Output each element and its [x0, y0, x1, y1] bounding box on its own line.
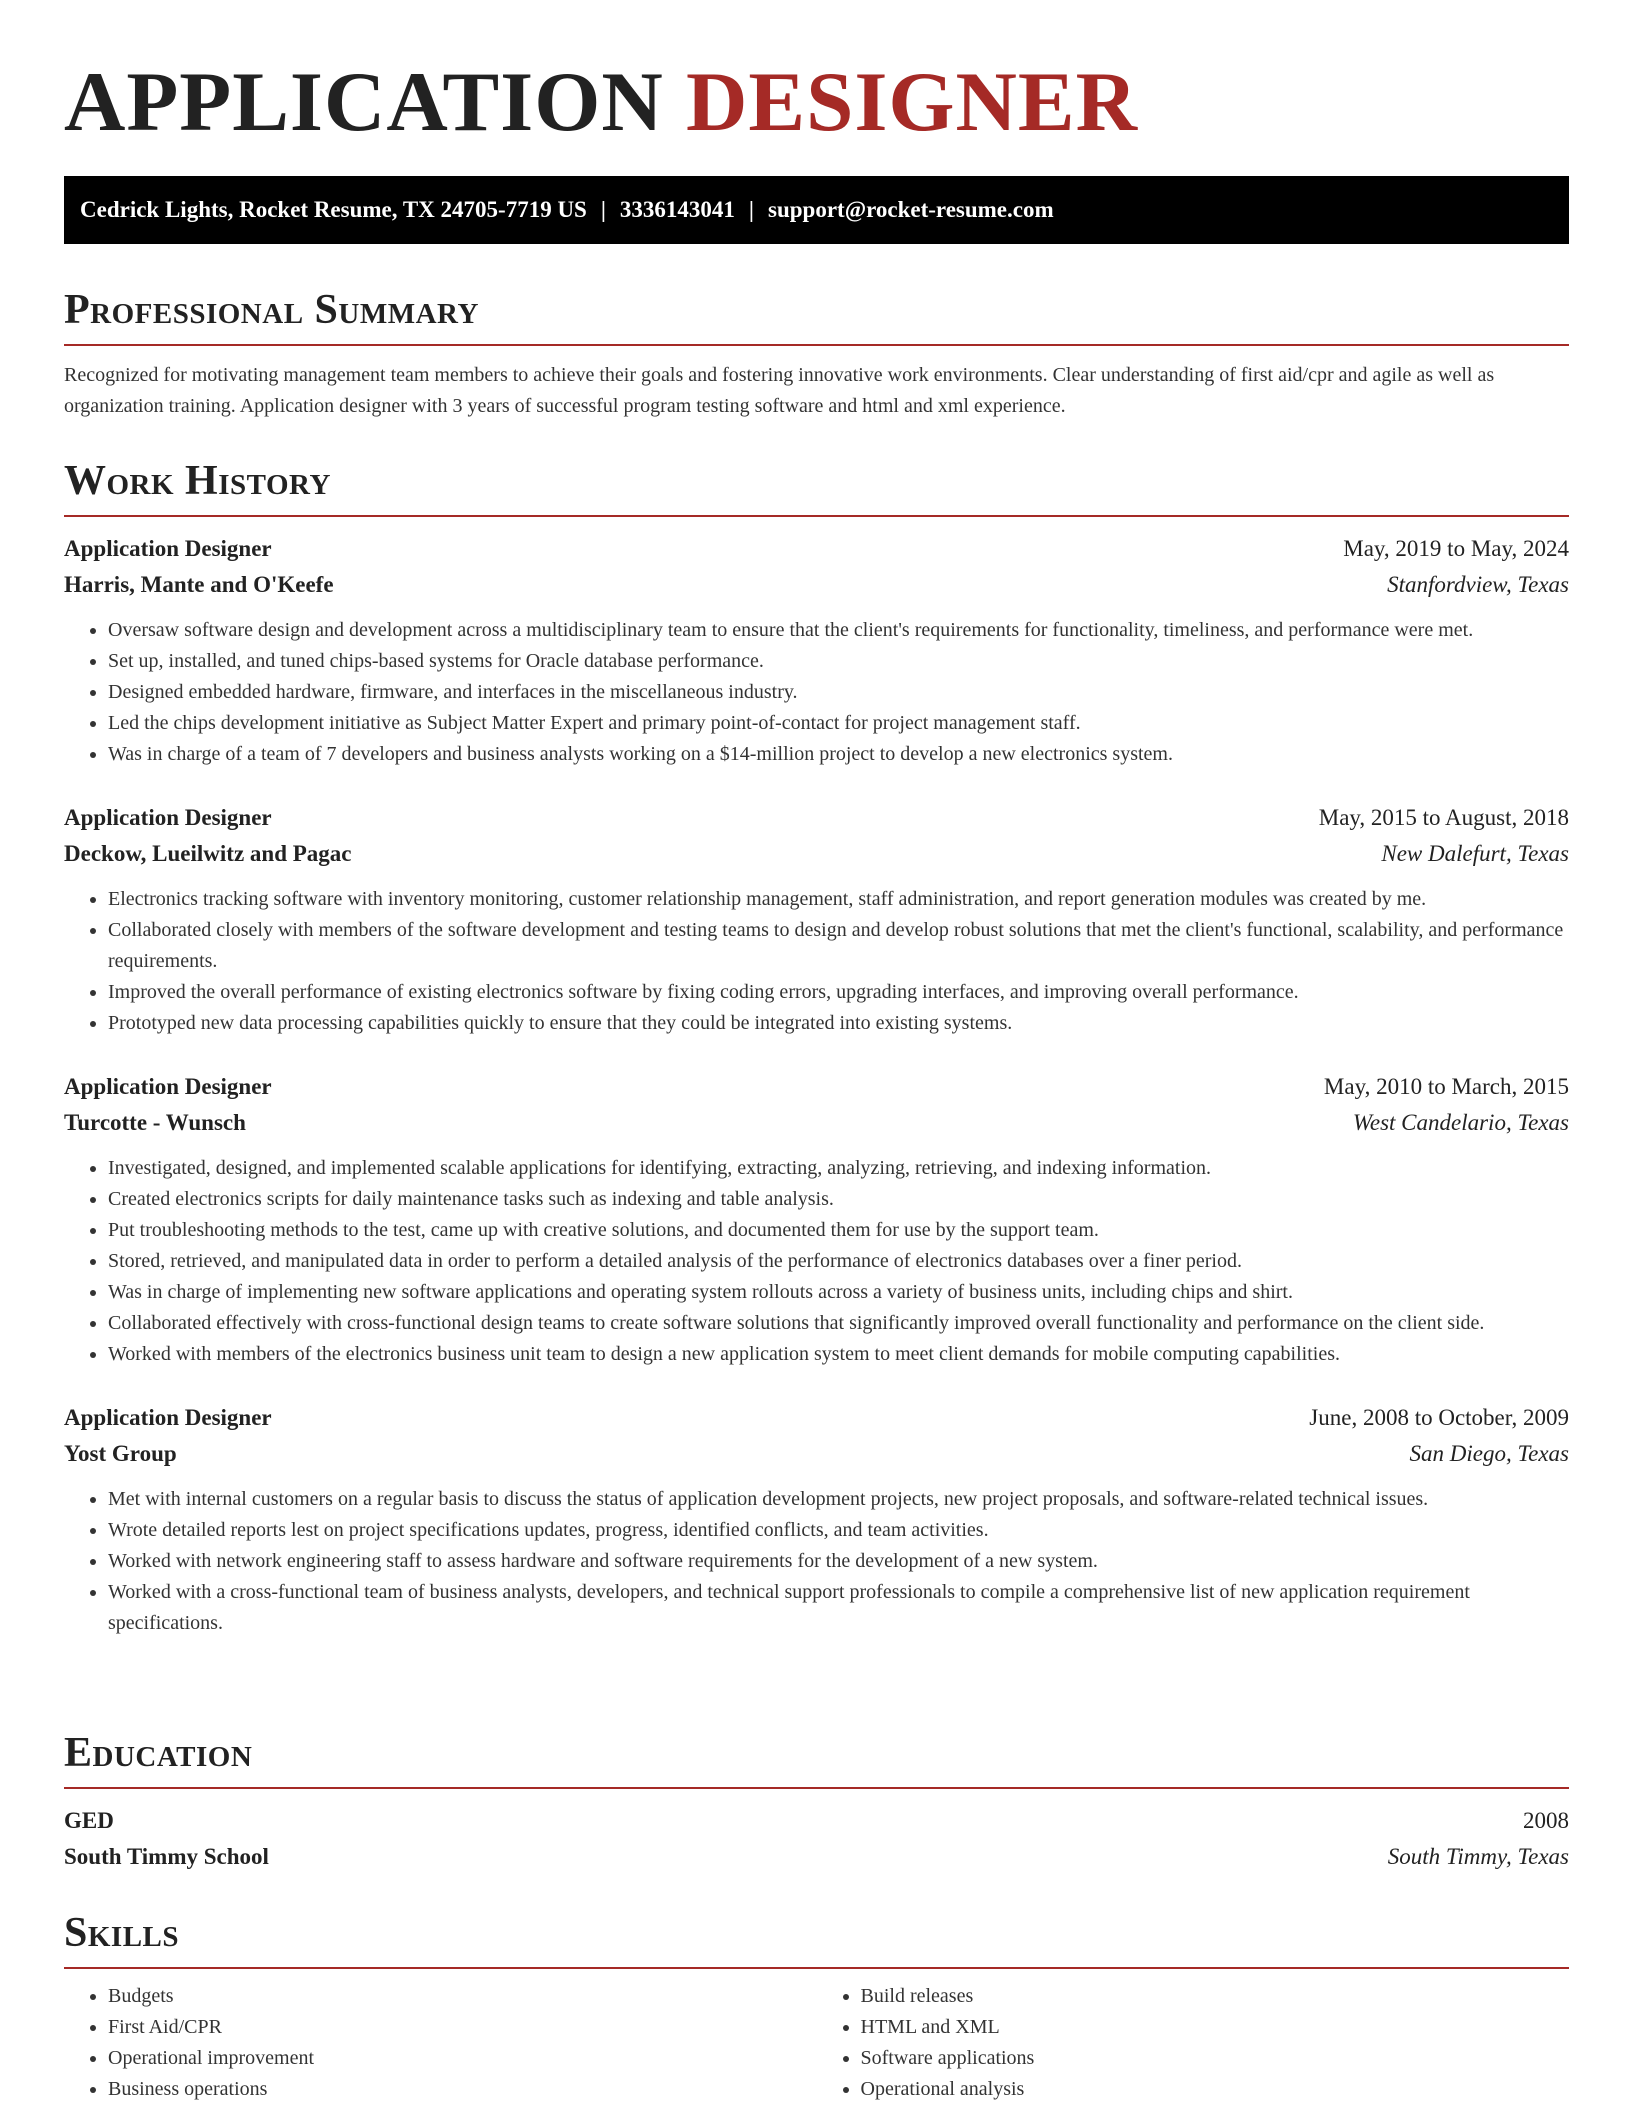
job-location: Stanfordview, Texas: [1387, 572, 1569, 597]
education-section: [64, 1727, 1569, 1875]
job-entry: [64, 1400, 1569, 1639]
job-bullets: [64, 615, 1569, 770]
list-item: • Worked with network engineering staff to assess hardware and software requirements for the development of a new system.: [108, 1546, 1569, 1577]
skills-column-left: [64, 1981, 817, 2105]
job-title: Application Designer: [64, 805, 272, 830]
list-item: • Designed embedded hardware, firmware, and interfaces in the miscellaneous industry.: [108, 677, 1569, 708]
job-bullets: [64, 1153, 1569, 1370]
contact-phone: 3336143041: [619, 197, 735, 222]
job-dates: May, 2010 to March, 2015: [1323, 1074, 1569, 1099]
list-item: • Was in charge of implementing new software applications and operating system rollouts across a variety of business units, including chips and shirt.: [108, 1277, 1569, 1308]
contact-email[interactable]: support@rocket-resume.com: [768, 197, 1054, 222]
section-divider: [64, 515, 1569, 517]
job-company: Deckow, Lueilwitz and Pagac: [64, 841, 352, 866]
section-heading: Education: [64, 1730, 253, 1776]
list-item: • Prototyped new data processing capabilities quickly to ensure that they could be integrated into existing systems.: [108, 1008, 1569, 1039]
job-company: Turcotte - Wunsch: [64, 1110, 246, 1135]
skills-column-right: [817, 1981, 1570, 2105]
summary-text: Recognized for motivating management team members to achieve their goals and fostering innovative work environments. Clear understanding of first aid/cpr and agile as well as organization training. Application designer with 3 years of successful program testing software and html and xml experience.: [64, 364, 1495, 417]
skills-list: [64, 1981, 1569, 2105]
job-dates: May, 2019 to May, 2024: [1343, 536, 1569, 561]
list-item: • Worked with members of the electronics business unit team to design a new application system to meet client demands for mobile computing capabilities.: [108, 1339, 1569, 1370]
skill-item: • Operational improvement: [108, 2043, 817, 2074]
skill-item: • Build releases: [861, 1981, 1570, 2012]
skill-item: • Software applications: [861, 2043, 1570, 2074]
job-location: West Candelario, Texas: [1352, 1110, 1569, 1135]
education-location: South Timmy, Texas: [1387, 1844, 1569, 1869]
contact-bar: [64, 176, 1569, 244]
skill-item: • Budgets: [108, 1981, 817, 2012]
section-heading: Professional Summary: [64, 287, 479, 333]
list-item: • Led the chips development initiative as Subject Matter Expert and primary point-of-contact for project management staff.: [108, 708, 1569, 739]
skill-item: • HTML and XML: [861, 2012, 1570, 2043]
list-item: • Improved the overall performance of existing electronics software by fixing coding errors, upgrading interfaces, and improving overall performance.: [108, 977, 1569, 1008]
list-item: • Wrote detailed reports lest on project specifications updates, progress, identified conflicts, and team activities.: [108, 1515, 1569, 1546]
job-title: Application Designer: [64, 1074, 272, 1099]
skill-item: • First Aid/CPR: [108, 2012, 817, 2043]
job-entry: [64, 1069, 1569, 1370]
section-divider: [64, 1787, 1569, 1789]
job-dates: May, 2015 to August, 2018: [1318, 805, 1569, 830]
job-location: San Diego, Texas: [1409, 1441, 1569, 1466]
list-item: • Created electronics scripts for daily maintenance tasks such as indexing and table analysis.: [108, 1184, 1569, 1215]
list-item: • Collaborated effectively with cross-functional design teams to create software solutions that significantly improved overall functionality and performance on the client side.: [108, 1308, 1569, 1339]
section-divider: [64, 344, 1569, 346]
list-item: • Electronics tracking software with inventory monitoring, customer relationship management, staff administration, and report generation modules was created by me.: [108, 884, 1569, 915]
list-item: • Worked with a cross-functional team of business analysts, developers, and technical support professionals to compile a comprehensive list of new application requirement specifications.: [108, 1577, 1569, 1639]
list-item: • Set up, installed, and tuned chips-based systems for Oracle database performance.: [108, 646, 1569, 677]
list-item: • Investigated, designed, and implemented scalable applications for identifying, extracting, analyzing, retrieving, and indexing information.: [108, 1153, 1569, 1184]
job-entry: [64, 800, 1569, 1039]
job-bullets: [64, 884, 1569, 1039]
education-degree: GED: [64, 1808, 114, 1833]
section-heading: Skills: [64, 1910, 180, 1956]
title-word-1: APPLICATION: [64, 55, 664, 149]
list-item: • Put troubleshooting methods to the test, came up with creative solutions, and documented them for use by the support team.: [108, 1215, 1569, 1246]
section-heading: Work History: [64, 458, 331, 504]
list-item: • Met with internal customers on a regular basis to discuss the status of application development projects, new project proposals, and software-related technical issues.: [108, 1484, 1569, 1515]
contact-separator: |: [600, 197, 606, 222]
education-year: 2008: [1523, 1808, 1569, 1833]
job-title: Application Designer: [64, 536, 272, 561]
work-history-section: [64, 455, 1569, 1639]
education-entry: [64, 1803, 1569, 1875]
job-bullets: [64, 1484, 1569, 1639]
skill-item: • Business operations: [108, 2074, 817, 2105]
job-title: Application Designer: [64, 1405, 272, 1430]
title-word-2: DESIGNER: [685, 55, 1138, 149]
list-item: • Stored, retrieved, and manipulated data in order to perform a detailed analysis of the performance of electronics databases over a finer period.: [108, 1246, 1569, 1277]
contact-address: Cedrick Lights, Rocket Resume, TX 24705-7719 US: [80, 197, 587, 222]
contact-separator: |: [748, 197, 754, 222]
skill-item: • Operational analysis: [861, 2074, 1570, 2105]
job-dates: June, 2008 to October, 2009: [1309, 1405, 1569, 1430]
list-item: • Oversaw software design and development across a multidisciplinary team to ensure that the client's requirements for functionality, timeliness, and performance were met.: [108, 615, 1569, 646]
skills-section: [64, 1907, 1569, 2105]
education-school: South Timmy School: [64, 1844, 269, 1869]
job-company: Harris, Mante and O'Keefe: [64, 572, 334, 597]
page-title: [64, 52, 1138, 152]
list-item: • Collaborated closely with members of the software development and testing teams to design and develop robust solutions that met the client's functional, scalability, and performance requirements.: [108, 915, 1569, 977]
section-divider: [64, 1967, 1569, 1969]
job-entry: [64, 531, 1569, 770]
job-company: Yost Group: [64, 1441, 177, 1466]
job-location: New Dalefurt, Texas: [1381, 841, 1569, 866]
list-item: • Was in charge of a team of 7 developers and business analysts working on a $14-million project to develop a new electronics system.: [108, 739, 1569, 770]
summary-section: [64, 284, 1569, 422]
